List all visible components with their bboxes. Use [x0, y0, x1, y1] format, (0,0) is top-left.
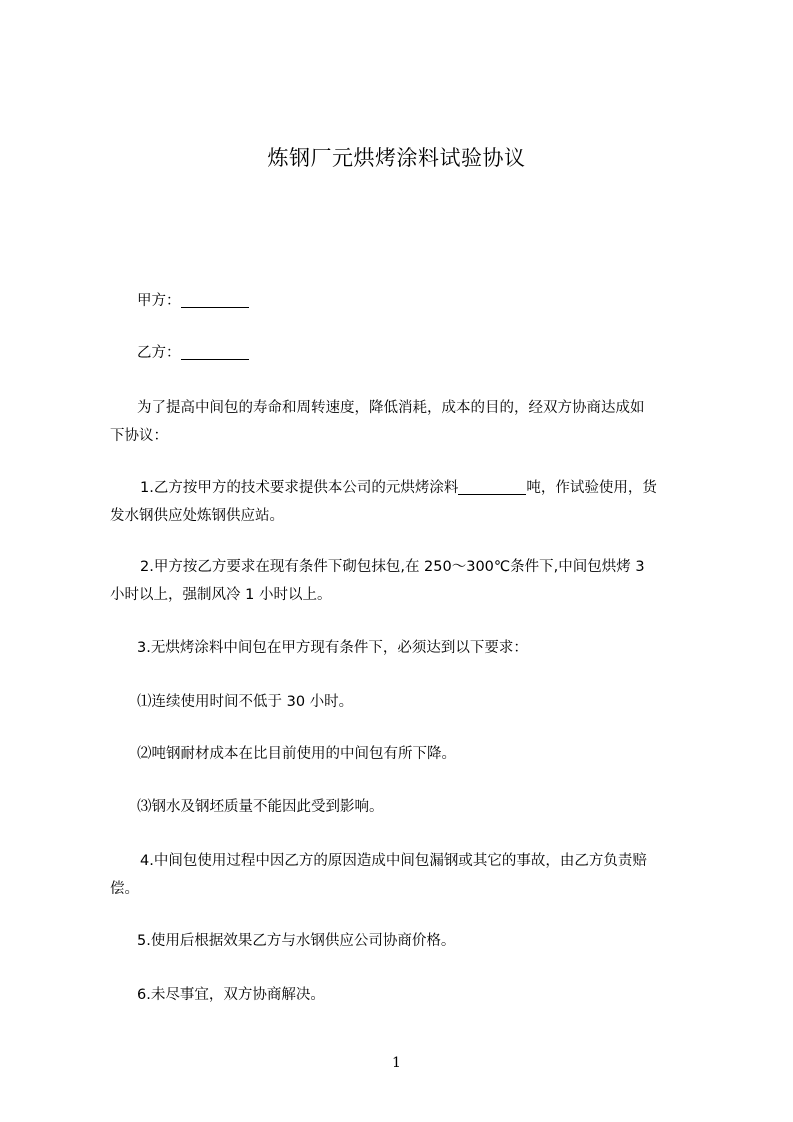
requirement-2: ⑵吨钢耐材成本在比目前使用的中间包有所下降。 [137, 746, 456, 762]
requirement-1: ⑴连续使用时间不低于 30 小时。 [137, 694, 354, 710]
clause-2-line-2: 小时以上，强制风冷 1 小时以上。 [110, 587, 332, 603]
party-a-line [137, 286, 249, 316]
page-number: 1 [392, 1055, 401, 1071]
clause-4-line-1: 4.中间包使用过程中因乙方的原因造成中间包漏钢或其它的事故，由乙方负责赔 [140, 853, 647, 869]
party-a-label: 甲方： [137, 293, 181, 309]
clause-6: 6.未尽事宜，双方协商解决。 [137, 987, 325, 1003]
party-a-blank [181, 290, 249, 308]
clause-4-line-2: 偿。 [110, 881, 139, 897]
clause-5: 5.使用后根据效果乙方与水钢供应公司协商价格。 [137, 933, 456, 949]
party-b-line [137, 338, 249, 368]
clause-1-quantity-blank [458, 477, 526, 495]
clause-1-line-2: 发水钢供应处炼钢供应站。 [110, 508, 284, 524]
clause-1-text-b: 吨，作试验使用，货 [526, 480, 657, 496]
clause-2-line-1: 2.甲方按乙方要求在现有条件下砌包抹包,在 250～300℃条件下,中间包烘烤 3 [140, 559, 645, 575]
intro-line-1: 为了提高中间包的寿命和周转速度，降低消耗，成本的目的，经双方协商达成如 [137, 400, 645, 416]
clause-1-line-1 [140, 473, 657, 503]
requirement-3: ⑶钢水及钢坯质量不能因此受到影响。 [137, 799, 384, 815]
intro-line-2: 下协议： [110, 428, 168, 444]
party-b-blank [181, 342, 249, 360]
clause-3: 3.无烘烤涂料中间包在甲方现有条件下，必须达到以下要求： [137, 640, 528, 656]
document-title: 炼钢厂元烘烤涂料试验协议 [267, 146, 526, 170]
party-b-label: 乙方： [137, 345, 181, 361]
clause-1-text-a: 1.乙方按甲方的技术要求提供本公司的元烘烤涂料 [140, 480, 459, 496]
